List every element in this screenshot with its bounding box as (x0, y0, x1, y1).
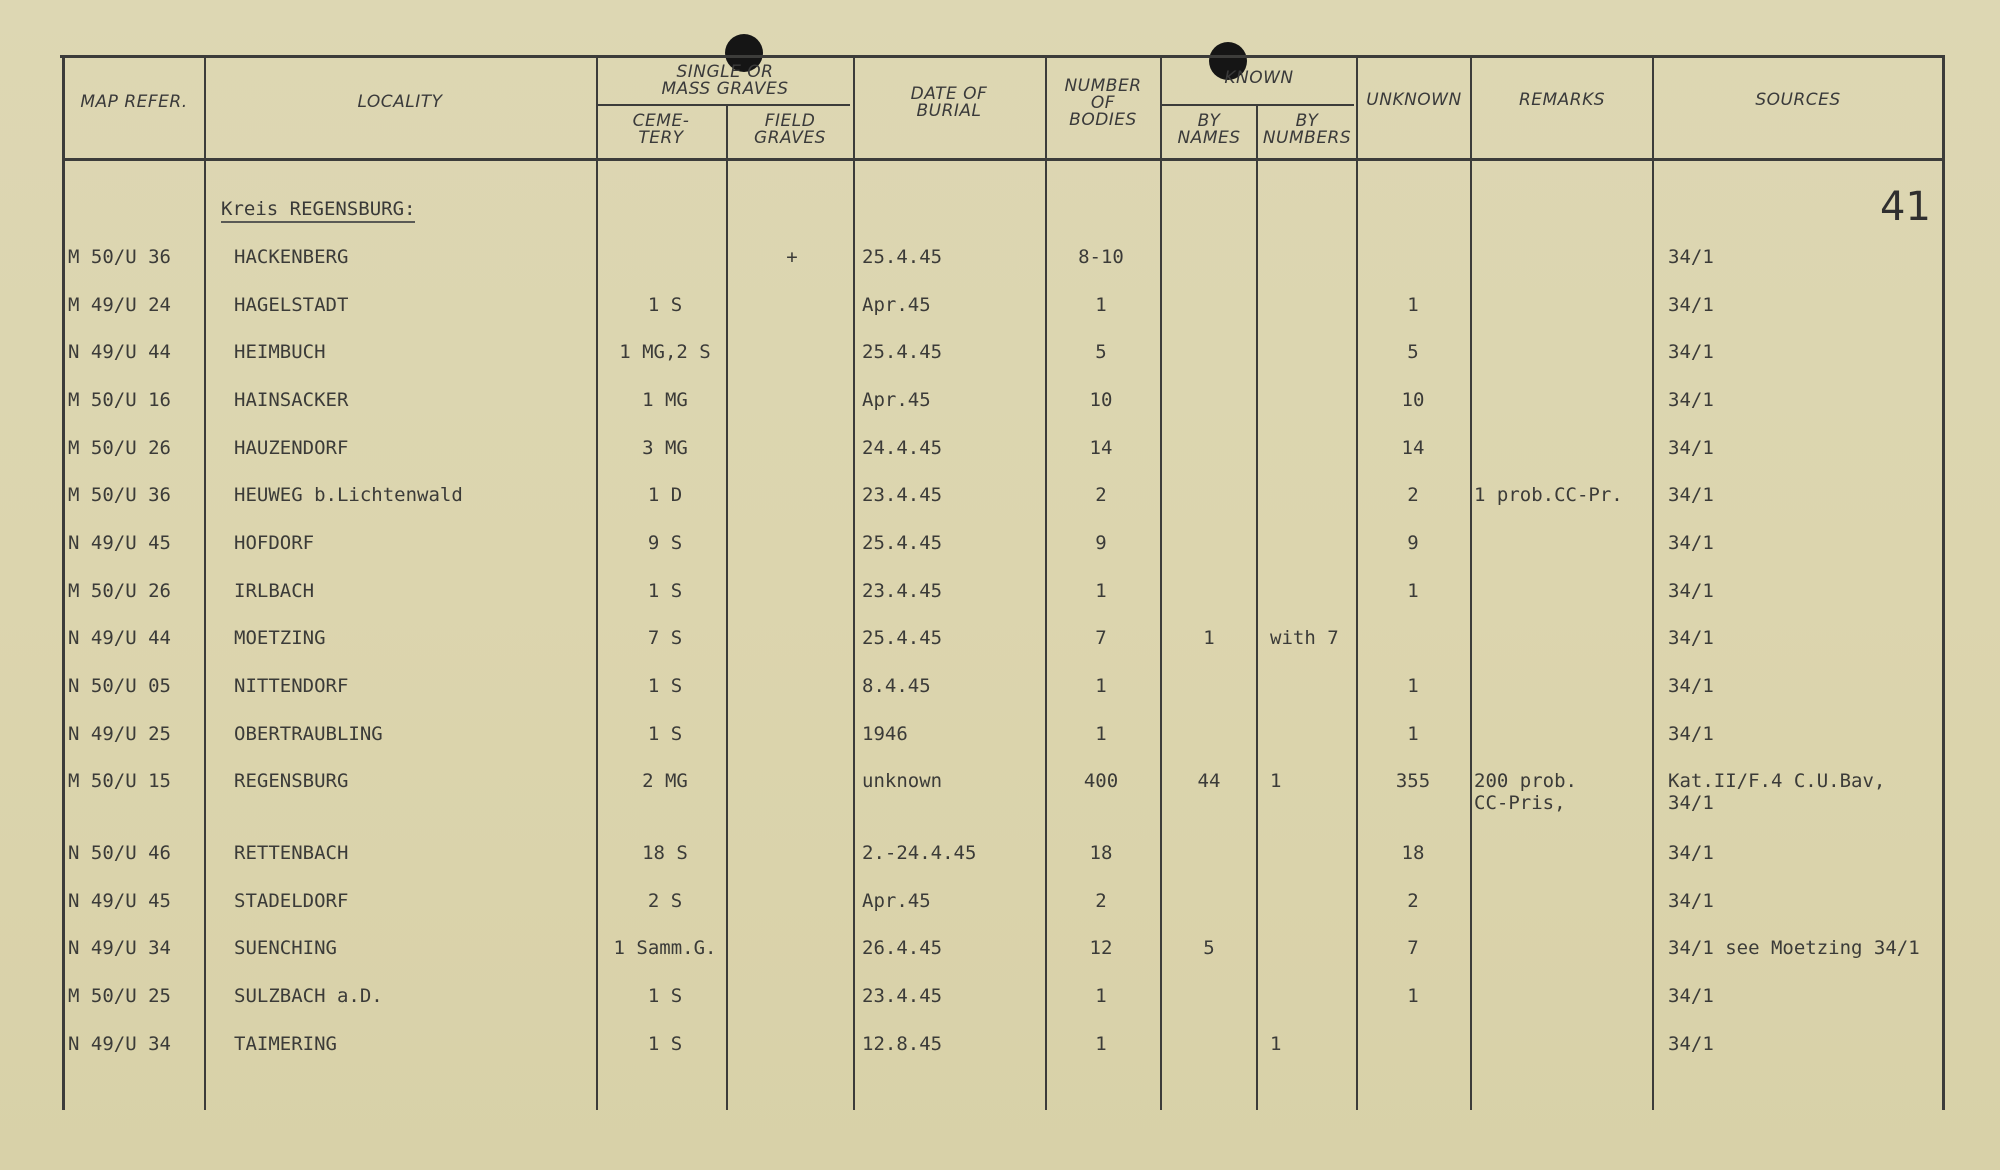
row-number-of-bodies: 2 (1095, 890, 1107, 912)
row-cemetery: 2 MG (642, 770, 688, 792)
row-sources: 34/1 (1668, 985, 1714, 1007)
row-cemetery: 1 S (647, 723, 683, 745)
row-locality: HAUZENDORF (234, 437, 349, 459)
row-date-of-burial: 23.4.45 (862, 484, 943, 506)
row-remarks: 200 prob. CC-Pris, (1474, 770, 1577, 814)
row-date-of-burial: 8.4.45 (862, 675, 931, 697)
row-map-refer: N 49/U 25 (68, 723, 171, 745)
table-row (0, 723, 2000, 763)
row-cemetery: 1 Samm.G. (613, 937, 717, 959)
header-by-numbers: BY NUMBERS (1262, 111, 1352, 148)
row-locality: MOETZING (234, 627, 326, 649)
table-row (0, 580, 2000, 620)
row-cemetery: 1 S (647, 985, 683, 1007)
row-date-of-burial: unknown (862, 770, 943, 792)
row-cemetery: 3 MG (642, 437, 688, 459)
page-number: 41 (1880, 184, 1931, 230)
row-unknown: 2 (1407, 890, 1419, 912)
table-row (0, 770, 2000, 814)
row-number-of-bodies: 1 (1095, 580, 1107, 602)
row-map-refer: M 50/U 15 (68, 770, 171, 792)
row-sources: 34/1 (1668, 341, 1714, 363)
row-date-of-burial: 26.4.45 (862, 937, 943, 959)
table-row (0, 627, 2000, 667)
table-row (0, 484, 2000, 524)
header-unknown: UNKNOWN (1366, 90, 1462, 110)
row-map-refer: N 49/U 44 (68, 341, 171, 363)
row-cemetery: 1 S (647, 580, 683, 602)
row-date-of-burial: 12.8.45 (862, 1033, 943, 1055)
row-number-of-bodies: 12 (1089, 937, 1113, 959)
row-sources: 34/1 (1668, 437, 1714, 459)
row-unknown: 7 (1407, 937, 1419, 959)
header-map-refer: MAP REFER. (80, 92, 188, 112)
row-locality: REGENSBURG (234, 770, 349, 792)
row-date-of-burial: Apr.45 (862, 294, 931, 316)
row-sources: 34/1 (1668, 389, 1714, 411)
table-row (0, 341, 2000, 381)
row-map-refer: N 49/U 45 (68, 532, 171, 554)
row-date-of-burial: 25.4.45 (862, 246, 943, 268)
row-date-of-burial: 23.4.45 (862, 580, 943, 602)
row-number-of-bodies: 1 (1095, 723, 1107, 745)
row-number-of-bodies: 8-10 (1078, 246, 1124, 268)
row-cemetery: 2 S (647, 890, 683, 912)
table-row (0, 842, 2000, 882)
row-cemetery: 1 MG (642, 389, 688, 411)
section-title: Kreis REGENSBURG: (221, 198, 415, 223)
row-unknown: 1 (1407, 294, 1419, 316)
row-map-refer: N 49/U 44 (68, 627, 171, 649)
row-known-by-names: 44 (1197, 770, 1221, 792)
row-sources: 34/1 (1668, 890, 1714, 912)
row-locality: HAGELSTADT (234, 294, 349, 316)
table-row (0, 294, 2000, 334)
header-sources: SOURCES (1755, 90, 1841, 110)
row-locality: RETTENBACH (234, 842, 349, 864)
row-number-of-bodies: 400 (1083, 770, 1119, 792)
row-date-of-burial: 25.4.45 (862, 532, 943, 554)
row-sources: 34/1 (1668, 246, 1714, 268)
row-map-refer: N 49/U 34 (68, 1033, 171, 1055)
row-remarks: 1 prob.CC-Pr. (1474, 484, 1623, 506)
row-sources: 34/1 (1668, 580, 1714, 602)
row-map-refer: N 50/U 46 (68, 842, 171, 864)
header-number-of-bodies: NUMBER OF BODIES (1064, 76, 1142, 130)
row-date-of-burial: 24.4.45 (862, 437, 943, 459)
row-map-refer: M 50/U 25 (68, 985, 171, 1007)
table-row (0, 937, 2000, 977)
row-cemetery: 1 S (647, 675, 683, 697)
header-cemetery: CEME- TERY (632, 111, 690, 148)
row-map-refer: N 49/U 45 (68, 890, 171, 912)
row-date-of-burial: 2.-24.4.45 (862, 842, 977, 864)
row-unknown: 18 (1401, 842, 1425, 864)
header-remarks: REMARKS (1518, 90, 1606, 110)
row-cemetery: 1 MG,2 S (619, 341, 711, 363)
row-date-of-burial: 23.4.45 (862, 985, 943, 1007)
header-locality: LOCALITY (357, 92, 443, 112)
graves-subheader-line (596, 104, 850, 106)
row-map-refer: M 50/U 26 (68, 580, 171, 602)
table-row (0, 985, 2000, 1025)
row-number-of-bodies: 18 (1089, 842, 1113, 864)
row-unknown: 1 (1407, 580, 1419, 602)
row-cemetery: 7 S (647, 627, 683, 649)
row-number-of-bodies: 7 (1095, 627, 1107, 649)
row-sources: Kat.II/F.4 C.U.Bav, 34/1 (1668, 770, 1886, 814)
row-cemetery: 1 S (647, 1033, 683, 1055)
row-locality: OBERTRAUBLING (234, 723, 383, 745)
known-subheader-line (1162, 104, 1354, 106)
row-date-of-burial: 25.4.45 (862, 627, 943, 649)
header-date-of-burial: DATE OF BURIAL (910, 84, 988, 121)
row-locality: HEIMBUCH (234, 341, 326, 363)
row-locality: HEUWEG b.Lichtenwald (234, 484, 463, 506)
row-unknown: 9 (1407, 532, 1419, 554)
table-row (0, 1033, 2000, 1073)
row-unknown: 5 (1407, 341, 1419, 363)
row-sources: 34/1 (1668, 627, 1714, 649)
header-field-graves: FIELD GRAVES (754, 111, 826, 148)
row-locality: IRLBACH (234, 580, 315, 602)
row-date-of-burial: Apr.45 (862, 890, 931, 912)
table-row (0, 246, 2000, 286)
row-map-refer: N 50/U 05 (68, 675, 171, 697)
row-number-of-bodies: 9 (1095, 532, 1107, 554)
row-number-of-bodies: 1 (1095, 294, 1107, 316)
row-unknown: 1 (1407, 675, 1419, 697)
row-map-refer: M 49/U 24 (68, 294, 171, 316)
row-number-of-bodies: 10 (1089, 389, 1113, 411)
row-unknown: 1 (1407, 985, 1419, 1007)
row-number-of-bodies: 1 (1095, 985, 1107, 1007)
row-date-of-burial: Apr.45 (862, 389, 931, 411)
table-row (0, 675, 2000, 715)
row-number-of-bodies: 1 (1095, 675, 1107, 697)
row-cemetery: 1 S (647, 294, 683, 316)
table-top-border (60, 55, 1942, 58)
row-locality: SUENCHING (234, 937, 337, 959)
header-bottom-border (62, 158, 1942, 161)
row-sources: 34/1 (1668, 1033, 1714, 1055)
row-locality: TAIMERING (234, 1033, 337, 1055)
header-single-or-mass-graves: SINGLE OR MASS GRAVES (661, 62, 789, 99)
row-sources: 34/1 (1668, 484, 1714, 506)
row-locality: NITTENDORF (234, 675, 349, 697)
row-map-refer: M 50/U 36 (68, 246, 171, 268)
row-unknown: 2 (1407, 484, 1419, 506)
row-number-of-bodies: 14 (1089, 437, 1113, 459)
row-date-of-burial: 1946 (862, 723, 908, 745)
row-known-by-numbers: with 7 (1270, 627, 1339, 649)
row-known-by-numbers: 1 (1270, 770, 1282, 792)
row-known-by-names: 1 (1203, 627, 1215, 649)
row-cemetery: 9 S (647, 532, 683, 554)
header-by-names: BY NAMES (1177, 111, 1241, 148)
row-sources: 34/1 (1668, 842, 1714, 864)
row-locality: STADELDORF (234, 890, 349, 912)
row-unknown: 355 (1395, 770, 1431, 792)
row-sources: 34/1 (1668, 532, 1714, 554)
row-number-of-bodies: 1 (1095, 1033, 1107, 1055)
row-sources: 34/1 (1668, 294, 1714, 316)
table-row (0, 437, 2000, 477)
row-sources: 34/1 (1668, 723, 1714, 745)
row-map-refer: M 50/U 26 (68, 437, 171, 459)
row-sources: 34/1 see Moetzing 34/1 (1668, 937, 1920, 959)
row-number-of-bodies: 5 (1095, 341, 1107, 363)
row-map-refer: M 50/U 16 (68, 389, 171, 411)
row-unknown: 10 (1401, 389, 1425, 411)
row-known-by-numbers: 1 (1270, 1033, 1282, 1055)
header-known: KNOWN (1224, 68, 1294, 88)
row-map-refer: N 49/U 34 (68, 937, 171, 959)
row-locality: HOFDORF (234, 532, 315, 554)
row-unknown: 1 (1407, 723, 1419, 745)
table-row (0, 532, 2000, 572)
row-date-of-burial: 25.4.45 (862, 341, 943, 363)
row-locality: HAINSACKER (234, 389, 349, 411)
row-unknown: 14 (1401, 437, 1425, 459)
table-row (0, 890, 2000, 930)
row-sources: 34/1 (1668, 675, 1714, 697)
row-cemetery: 18 S (642, 842, 688, 864)
row-locality: HACKENBERG (234, 246, 349, 268)
row-locality: SULZBACH a.D. (234, 985, 383, 1007)
row-field-graves: + (786, 246, 798, 268)
row-cemetery: 1 D (647, 484, 683, 506)
row-map-refer: M 50/U 36 (68, 484, 171, 506)
row-known-by-names: 5 (1203, 937, 1215, 959)
row-number-of-bodies: 2 (1095, 484, 1107, 506)
table-row (0, 389, 2000, 429)
